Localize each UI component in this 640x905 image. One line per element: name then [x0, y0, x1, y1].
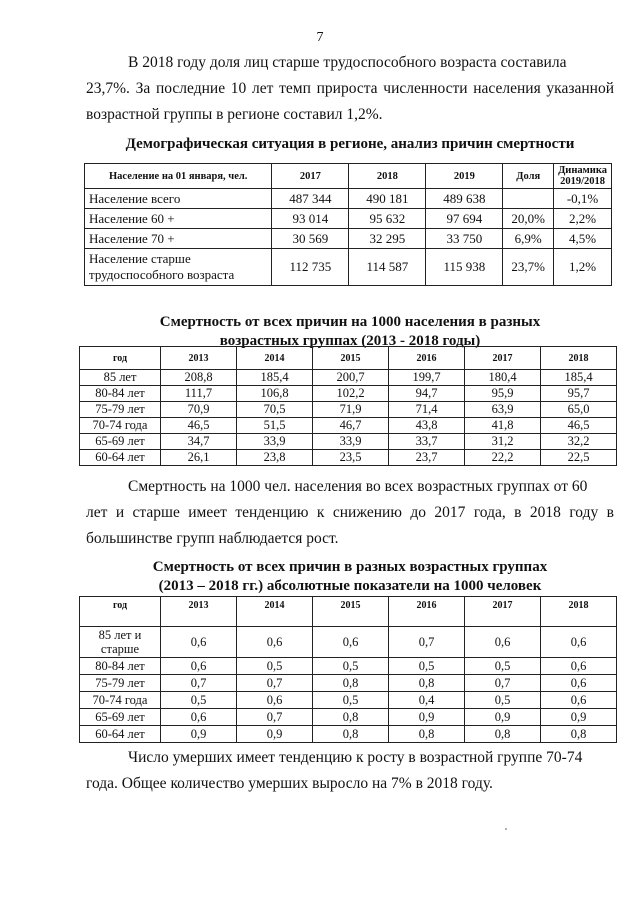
paragraph-3-line1: Число умерших имеет тенденцию к росту в возрастной группе 70-74 [128, 749, 583, 766]
table-row [80, 434, 617, 450]
row-label: 70-74 года [80, 692, 161, 709]
table-cell: 0,7 [161, 675, 237, 692]
table-cell: 94,7 [389, 386, 465, 402]
table-cell: 0,5 [389, 658, 465, 675]
row-label: Население 60 + [85, 209, 272, 229]
table-cell: 199,7 [389, 370, 465, 386]
table-header-row [80, 347, 617, 370]
row-label: 65-69 лет [80, 709, 161, 726]
paragraph-2-rest: лет и старше имеет тенденцию к снижению до 2017 года, в 2018 году в большинстве групп наблюдается рост. [86, 504, 614, 547]
table-cell: 490 181 [349, 189, 426, 209]
header-cell: 2014 [237, 597, 313, 627]
table-cell: 95,7 [541, 386, 617, 402]
paragraph-1-rest: 23,7%. За последние 10 лет темп прироста численности населения указанной возрастной группы в регионе составил 1,2%. [86, 80, 614, 123]
table-cell: 0,5 [465, 658, 541, 675]
row-label: 65-69 лет [80, 434, 161, 450]
table-cell: 115 938 [426, 249, 503, 286]
table-row [80, 450, 617, 466]
header-cell: 2014 [237, 347, 313, 370]
table-cell: 95,9 [465, 386, 541, 402]
header-cell: 2013 [161, 347, 237, 370]
table-row [85, 249, 612, 286]
header-cell: 2015 [313, 597, 389, 627]
table-header-row [85, 164, 612, 189]
table-cell: 22,5 [541, 450, 617, 466]
header-cell: год [80, 347, 161, 370]
row-label: 75-79 лет [80, 402, 161, 418]
header-cell: 2017 [272, 164, 349, 189]
paragraph-3-rest: года. Общее количество умерших выросло на 7% в 2018 году. [86, 775, 493, 792]
table-cell: 23,5 [313, 450, 389, 466]
paragraph-2 [86, 474, 614, 552]
table-cell: 0,6 [161, 627, 237, 658]
heading-mortality-rate-line1: Смертность от всех причин на 1000 населения в разных [159, 314, 541, 330]
table-cell: 185,4 [237, 370, 313, 386]
table-cell: 46,7 [313, 418, 389, 434]
row-label: 60-64 лет [80, 450, 161, 466]
header-cell: 2017 [465, 347, 541, 370]
table-cell: 65,0 [541, 402, 617, 418]
table-cell: 32 295 [349, 229, 426, 249]
table-cell: 0,5 [313, 658, 389, 675]
table-cell: 185,4 [541, 370, 617, 386]
table-header-row [80, 597, 617, 627]
table-cell: 0,6 [541, 675, 617, 692]
table-row [80, 709, 617, 726]
paragraph-2-line1: Смертность на 1000 чел. населения во всех возрастных группах от 60 [128, 478, 588, 495]
table-cell: 0,5 [465, 692, 541, 709]
table-row [80, 658, 617, 675]
table-cell: 33,9 [237, 434, 313, 450]
table-row [80, 418, 617, 434]
table-cell [503, 189, 554, 209]
table-cell: 0,9 [541, 709, 617, 726]
table-row [80, 675, 617, 692]
table-cell: 1,2% [554, 249, 612, 286]
table-row [80, 692, 617, 709]
table-cell: 0,9 [389, 709, 465, 726]
table-cell: 0,9 [465, 709, 541, 726]
paragraph-1-line1: В 2018 году доля лиц старше трудоспособного возраста составила [128, 54, 567, 71]
table-cell: 0,8 [313, 726, 389, 743]
table-cell: 489 638 [426, 189, 503, 209]
heading-absolute-mortality [86, 558, 614, 596]
table-cell: 0,9 [161, 726, 237, 743]
table-cell: 0,5 [237, 658, 313, 675]
header-cell: 2019 [426, 164, 503, 189]
table-cell: 0,8 [313, 709, 389, 726]
header-cell: 2017 [465, 597, 541, 627]
table-cell: 0,5 [161, 692, 237, 709]
heading-demographic: Демографическая ситуация в регионе, анализ причин смертности [125, 136, 575, 152]
table-cell: 0,6 [313, 627, 389, 658]
table-cell: 0,7 [389, 627, 465, 658]
table-cell: 20,0% [503, 209, 554, 229]
header-cell: 2015 [313, 347, 389, 370]
table-cell: 43,8 [389, 418, 465, 434]
table-row [80, 726, 617, 743]
table-cell: -0,1% [554, 189, 612, 209]
table-row [80, 627, 617, 658]
header-cell: 2016 [389, 597, 465, 627]
table-cell: 71,4 [389, 402, 465, 418]
header-cell: Население на 01 января, чел. [85, 164, 272, 189]
table-cell: 180,4 [465, 370, 541, 386]
table-cell: 0,6 [541, 627, 617, 658]
row-label: 85 лет и старше [80, 627, 161, 658]
table-cell: 6,9% [503, 229, 554, 249]
table-cell: 93 014 [272, 209, 349, 229]
row-label: 70-74 года [80, 418, 161, 434]
table-cell: 23,8 [237, 450, 313, 466]
table-cell: 30 569 [272, 229, 349, 249]
paragraph-3 [86, 745, 614, 797]
table-cell: 26,1 [161, 450, 237, 466]
table-cell: 111,7 [161, 386, 237, 402]
table-row [85, 229, 612, 249]
table-cell: 23,7% [503, 249, 554, 286]
table-cell: 31,2 [465, 434, 541, 450]
table-cell: 487 344 [272, 189, 349, 209]
absolute-mortality-table [79, 596, 617, 743]
table-cell: 95 632 [349, 209, 426, 229]
table-row [80, 370, 617, 386]
header-cell: Доля [503, 164, 554, 189]
table-cell: 0,6 [237, 627, 313, 658]
table-cell: 0,5 [313, 692, 389, 709]
header-cell: 2018 [541, 597, 617, 627]
table-cell: 46,5 [161, 418, 237, 434]
table-cell: 32,2 [541, 434, 617, 450]
row-label: 80-84 лет [80, 386, 161, 402]
row-label: Население 70 + [85, 229, 272, 249]
header-cell: 2018 [349, 164, 426, 189]
header-cell: 2016 [389, 347, 465, 370]
header-cell: 2018 [541, 347, 617, 370]
table-cell: 0,8 [465, 726, 541, 743]
table-cell: 41,8 [465, 418, 541, 434]
table-row [80, 402, 617, 418]
table-cell: 4,5% [554, 229, 612, 249]
page-number: 7 [316, 30, 324, 45]
table-row [85, 189, 612, 209]
table-cell: 0,6 [465, 627, 541, 658]
table-row [85, 209, 612, 229]
table-cell: 33,7 [389, 434, 465, 450]
heading-absolute-mortality-line1: Смертность от всех причин в разных возрастных группах [152, 559, 548, 575]
paragraph-1 [86, 50, 614, 128]
table-cell: 0,6 [161, 709, 237, 726]
scan-speck [505, 828, 507, 830]
mortality-rate-table [79, 346, 617, 466]
table-cell: 33,9 [313, 434, 389, 450]
row-label: 75-79 лет [80, 675, 161, 692]
table-cell: 0,4 [389, 692, 465, 709]
heading-absolute-mortality-line2: (2013 – 2018 гг.) абсолютные показатели на 1000 человек [158, 578, 542, 594]
row-label: 85 лет [80, 370, 161, 386]
table-cell: 112 735 [272, 249, 349, 286]
table-cell: 34,7 [161, 434, 237, 450]
table-cell: 0,8 [313, 675, 389, 692]
table-cell: 0,7 [465, 675, 541, 692]
row-label: 80-84 лет [80, 658, 161, 675]
table-cell: 200,7 [313, 370, 389, 386]
table-cell: 0,6 [237, 692, 313, 709]
table-cell: 0,6 [161, 658, 237, 675]
table-cell: 114 587 [349, 249, 426, 286]
table-row [80, 386, 617, 402]
row-label: Население всего [85, 189, 272, 209]
table-cell: 70,9 [161, 402, 237, 418]
heading-mortality-rate-line2: возрастных группах (2013 - 2018 годы) [219, 333, 481, 349]
header-cell: 2013 [161, 597, 237, 627]
population-table [84, 163, 612, 286]
row-label: 60-64 лет [80, 726, 161, 743]
table-cell: 70,5 [237, 402, 313, 418]
table-cell: 0,8 [389, 675, 465, 692]
table-cell: 46,5 [541, 418, 617, 434]
table-cell: 0,7 [237, 675, 313, 692]
table-cell: 102,2 [313, 386, 389, 402]
table-cell: 208,8 [161, 370, 237, 386]
table-cell: 2,2% [554, 209, 612, 229]
table-cell: 106,8 [237, 386, 313, 402]
table-cell: 22,2 [465, 450, 541, 466]
header-cell: Динамика 2019/2018 [554, 164, 612, 189]
table-cell: 97 694 [426, 209, 503, 229]
table-cell: 51,5 [237, 418, 313, 434]
table-cell: 71,9 [313, 402, 389, 418]
table-cell: 0,8 [389, 726, 465, 743]
row-label: Население старше трудоспособного возраста [85, 249, 272, 286]
table-cell: 0,8 [541, 726, 617, 743]
table-cell: 0,7 [237, 709, 313, 726]
table-cell: 0,9 [237, 726, 313, 743]
table-cell: 0,6 [541, 692, 617, 709]
table-cell: 33 750 [426, 229, 503, 249]
table-cell: 0,6 [541, 658, 617, 675]
header-cell: год [80, 597, 161, 627]
table-cell: 23,7 [389, 450, 465, 466]
table-cell: 63,9 [465, 402, 541, 418]
